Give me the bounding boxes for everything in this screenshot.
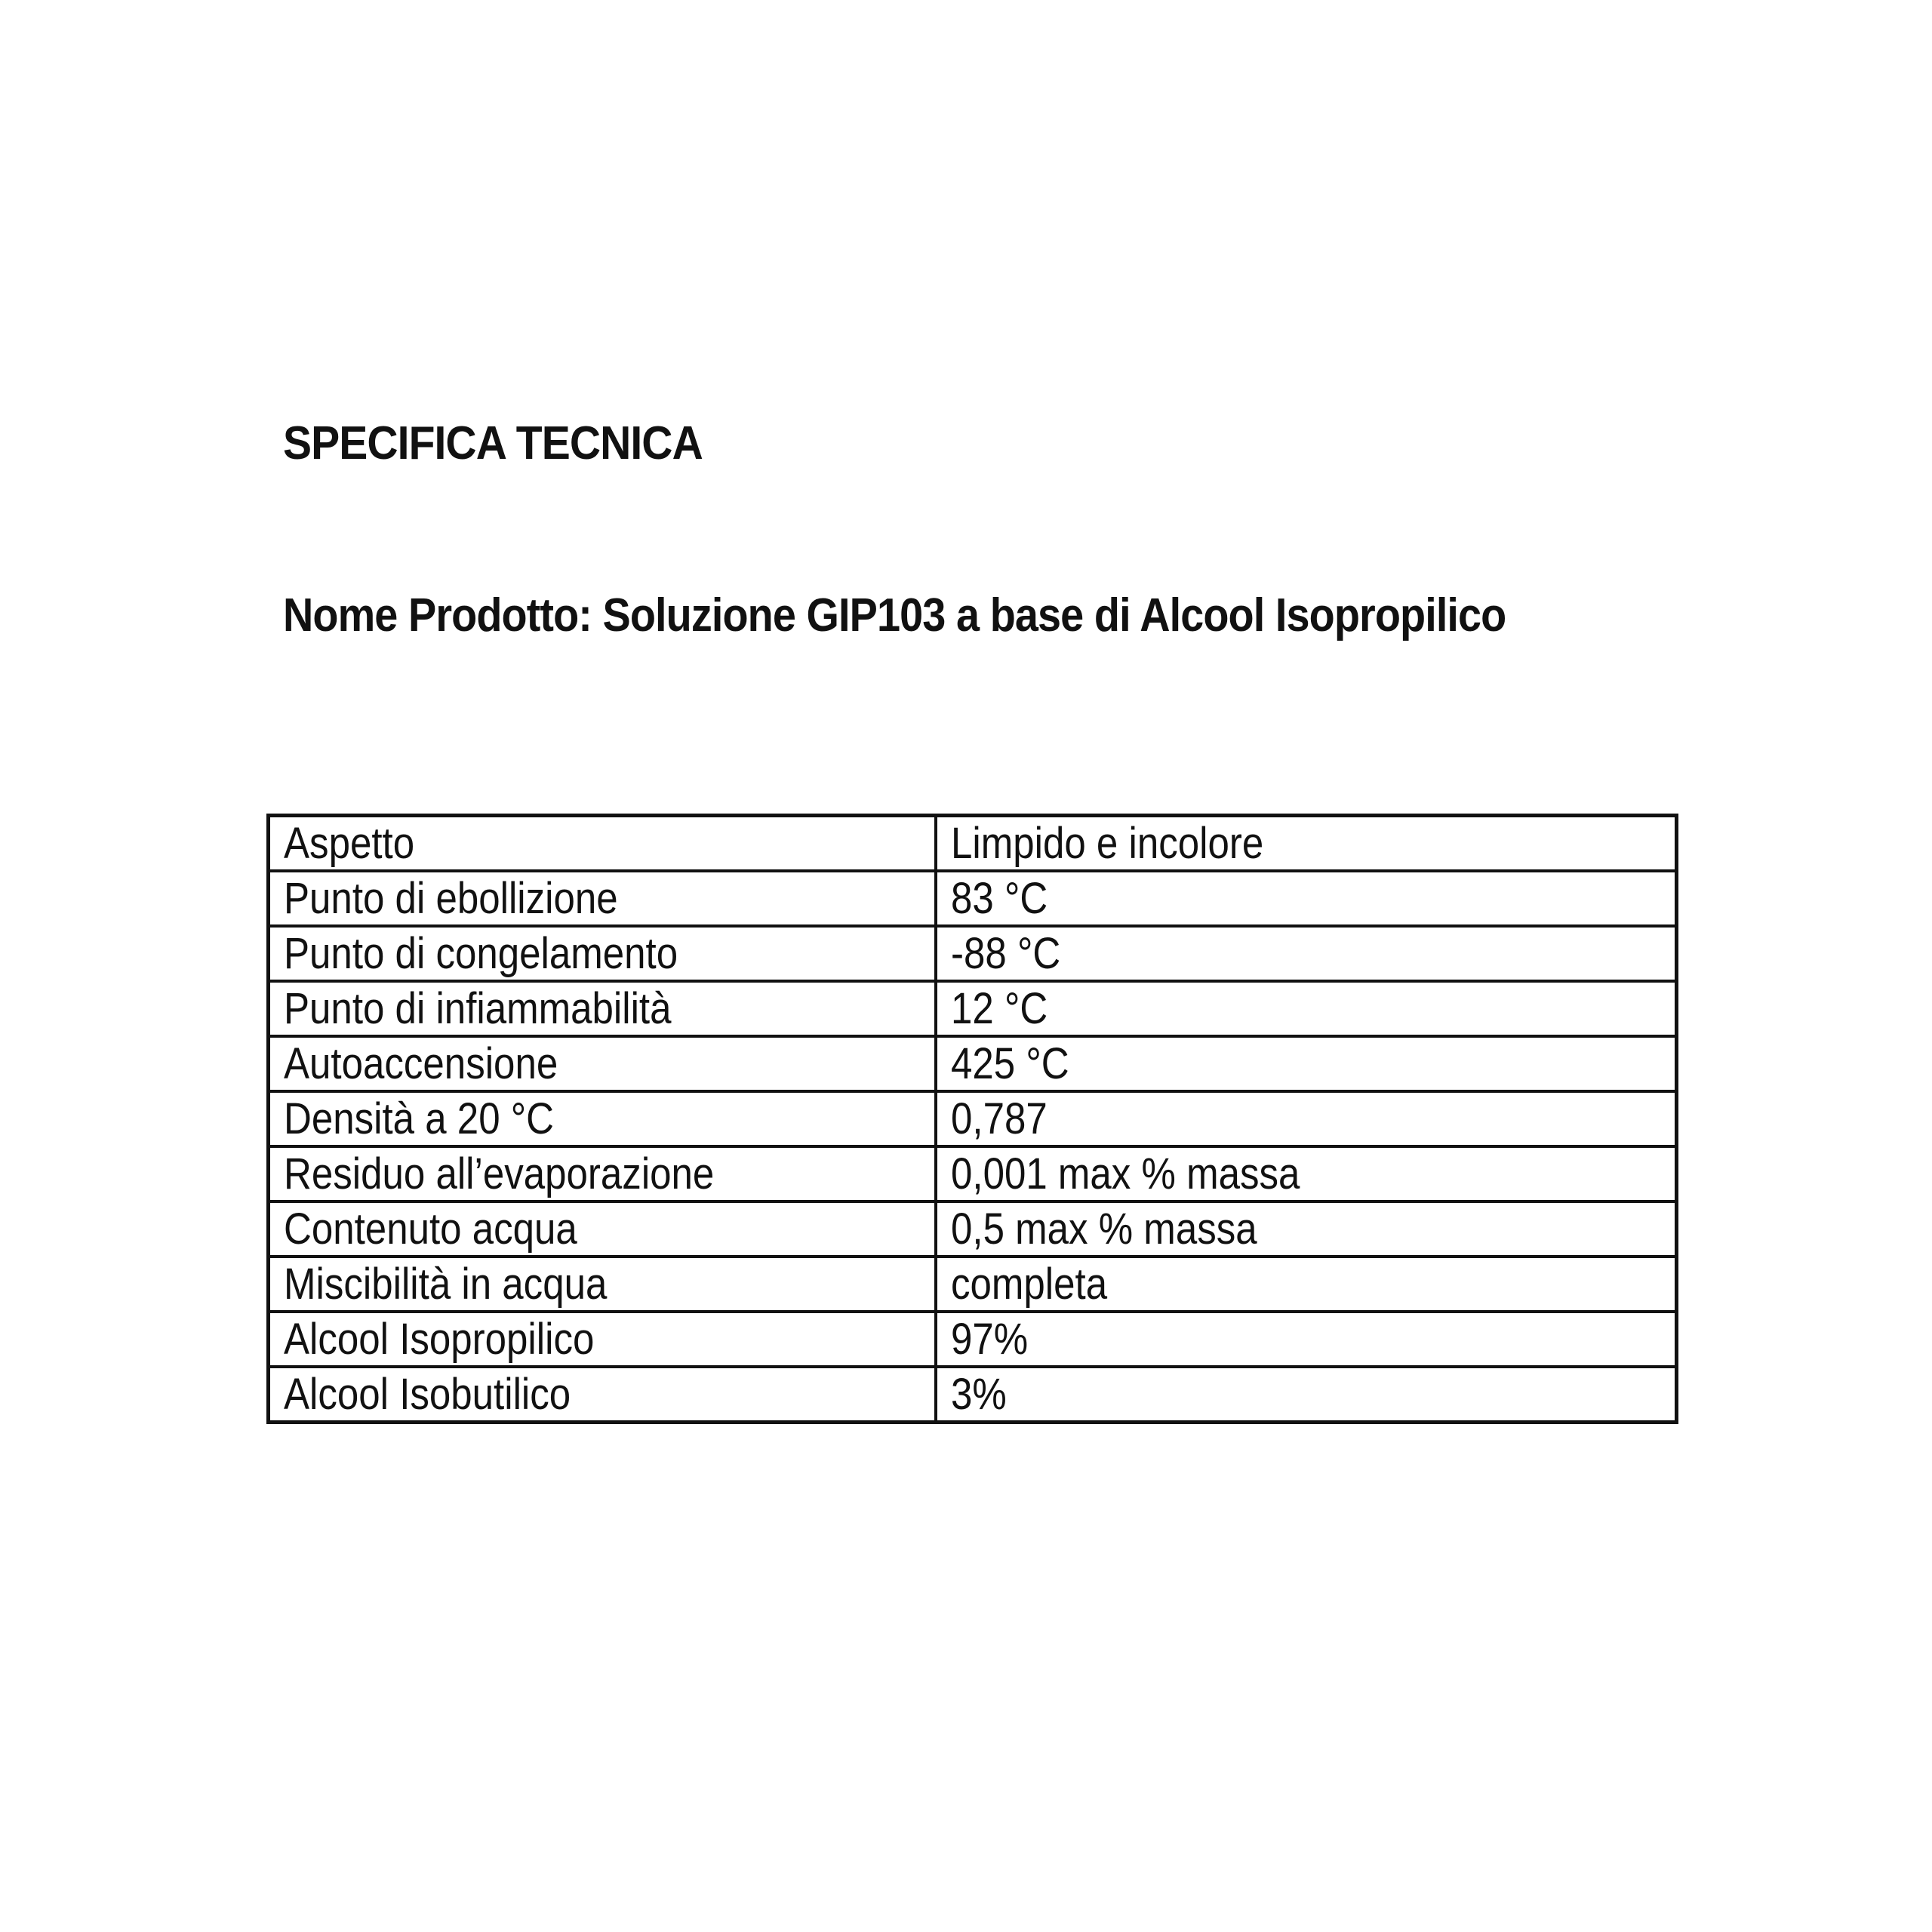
property-value: 97%: [951, 1315, 1029, 1364]
table-row: [269, 1367, 1677, 1423]
value-cell: [936, 1146, 1677, 1201]
table-row: [269, 1146, 1677, 1201]
property-cell: [269, 1312, 937, 1367]
property-cell: [269, 1201, 937, 1257]
property-cell: [269, 1091, 937, 1146]
property-label: Densità a 20 °C: [284, 1094, 555, 1143]
document-title: SPECIFICA TECNICA: [283, 417, 703, 469]
spec-table: [266, 814, 1678, 1424]
property-value: Limpido e incolore: [951, 819, 1264, 868]
value-cell: [936, 981, 1677, 1036]
property-label: Autoaccensione: [284, 1039, 558, 1088]
property-value: 0,5 max % massa: [951, 1204, 1257, 1254]
property-cell: [269, 1367, 937, 1423]
table-row: [269, 1257, 1677, 1312]
property-cell: [269, 871, 937, 926]
table-row: [269, 1312, 1677, 1367]
value-cell: [936, 1201, 1677, 1257]
property-label: Punto di infiammabilità: [284, 984, 672, 1033]
property-value: completa: [951, 1260, 1108, 1309]
property-value: 0,001 max % massa: [951, 1149, 1300, 1198]
table-row: [269, 1201, 1677, 1257]
value-cell: [936, 1367, 1677, 1423]
property-cell: [269, 1036, 937, 1091]
property-cell: [269, 926, 937, 981]
table-row: [269, 1091, 1677, 1146]
property-label: Punto di ebollizione: [284, 874, 618, 923]
property-cell: [269, 1146, 937, 1201]
table-row: [269, 871, 1677, 926]
property-value: -88 °C: [951, 929, 1061, 978]
property-value: 425 °C: [951, 1039, 1069, 1088]
value-cell: [936, 816, 1677, 872]
property-value: 83 °C: [951, 874, 1048, 923]
value-cell: [936, 1091, 1677, 1146]
property-label: Aspetto: [284, 819, 415, 868]
property-cell: [269, 981, 937, 1036]
property-value: 0,787: [951, 1094, 1048, 1143]
value-cell: [936, 1036, 1677, 1091]
property-cell: [269, 1257, 937, 1312]
table-row: [269, 981, 1677, 1036]
table-row: [269, 816, 1677, 872]
property-label: Alcool Isopropilico: [284, 1315, 595, 1364]
property-value: 12 °C: [951, 984, 1048, 1033]
value-cell: [936, 871, 1677, 926]
product-name: Nome Prodotto: Soluzione GIP103 a base di Alcool Isopropilico: [283, 589, 1506, 641]
table-row: [269, 926, 1677, 981]
property-label: Alcool Isobutilico: [284, 1370, 571, 1419]
property-cell: [269, 816, 937, 872]
property-label: Punto di congelamento: [284, 929, 678, 978]
value-cell: [936, 1257, 1677, 1312]
value-cell: [936, 1312, 1677, 1367]
property-label: Contenuto acqua: [284, 1204, 577, 1254]
property-value: 3%: [951, 1370, 1007, 1419]
property-label: Residuo all’evaporazione: [284, 1149, 715, 1198]
property-label: Miscibilità in acqua: [284, 1260, 608, 1309]
value-cell: [936, 926, 1677, 981]
table-row: [269, 1036, 1677, 1091]
